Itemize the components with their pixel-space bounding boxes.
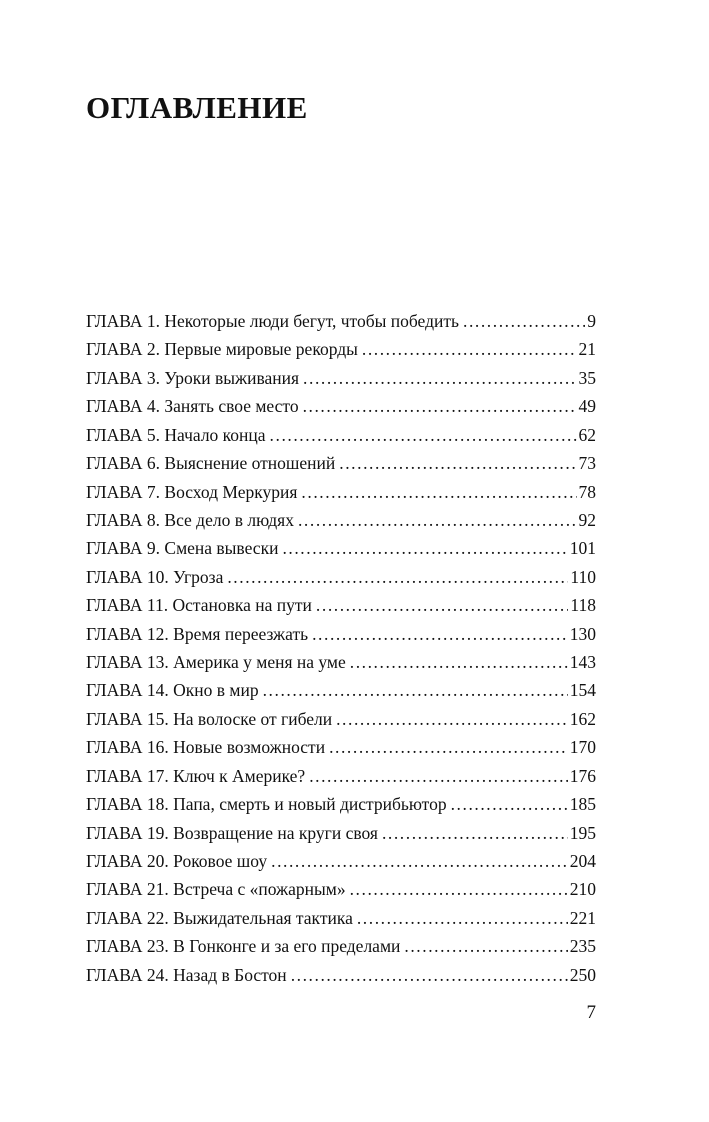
toc-entry-page: 195 [569, 822, 596, 843]
toc-entry [86, 932, 596, 960]
toc-dot-leader [350, 875, 568, 903]
toc-dot-leader [301, 478, 576, 506]
toc-entry-page: 170 [569, 737, 596, 758]
toc-entry-title: ГЛАВА 6. Выяснение отношений [86, 453, 336, 474]
toc-entry [86, 364, 596, 392]
toc-dot-leader [382, 819, 568, 847]
toc-entry-page: 204 [569, 851, 596, 872]
toc-entry-page: 118 [570, 595, 596, 616]
toc-entry [86, 307, 596, 335]
toc-entry-page: 110 [570, 566, 596, 587]
page-number: 7 [586, 1002, 596, 1023]
toc-entry [86, 534, 596, 562]
toc-dot-leader [451, 790, 568, 818]
toc-entry-title: ГЛАВА 15. На волоске от гибели [86, 708, 333, 729]
toc-entry-page: 21 [578, 339, 596, 360]
toc-dot-leader [404, 932, 567, 960]
toc-entry [86, 705, 596, 733]
toc-dot-leader [463, 307, 585, 335]
toc-entry-title: ГЛАВА 19. Возвращение на круги своя [86, 822, 378, 843]
toc-entry-title: ГЛАВА 23. В Гонконге и за его пределами [86, 936, 401, 957]
toc-entry-title: ГЛАВА 13. Америка у меня на уме [86, 652, 346, 673]
toc-entry [86, 506, 596, 534]
toc-entry-page: 92 [578, 509, 596, 530]
toc-entry [86, 904, 596, 932]
toc-entry-page: 73 [578, 453, 596, 474]
toc-entry-page: 250 [569, 964, 596, 985]
table-of-contents [86, 307, 596, 989]
toc-entry-title: ГЛАВА 8. Все дело в людях [86, 509, 294, 530]
toc-entry [86, 478, 596, 506]
toc-entry-title: ГЛАВА 5. Начало конца [86, 424, 266, 445]
toc-dot-leader [270, 421, 577, 449]
toc-entry [86, 762, 596, 790]
toc-entry-title: ГЛАВА 2. Первые мировые рекорды [86, 339, 358, 360]
toc-entry-page: 101 [569, 538, 596, 559]
toc-entry [86, 335, 596, 363]
toc-entry [86, 563, 596, 591]
toc-entry-title: ГЛАВА 1. Некоторые люди бегут, чтобы победить [86, 311, 459, 331]
toc-entry [86, 733, 596, 761]
toc-entry [86, 421, 596, 449]
toc-entry [86, 648, 596, 676]
toc-entry-page: 62 [578, 424, 596, 445]
toc-entry-title: ГЛАВА 24. Назад в Бостон [86, 964, 287, 985]
toc-entry-title: ГЛАВА 12. Время переезжать [86, 623, 309, 644]
toc-dot-leader [339, 449, 576, 477]
toc-entry-title: ГЛАВА 10. Угроза [86, 566, 224, 587]
toc-entry-page: 35 [578, 367, 596, 388]
toc-entry [86, 392, 596, 420]
toc-entry [86, 961, 596, 989]
toc-dot-leader [362, 335, 577, 363]
toc-entry [86, 847, 596, 875]
toc-dot-leader [312, 620, 568, 648]
toc-dot-leader [309, 762, 568, 790]
toc-entry-title: ГЛАВА 9. Смена вывески [86, 538, 279, 559]
toc-dot-leader [316, 591, 568, 619]
toc-entry-page: 210 [569, 879, 596, 900]
toc-entry [86, 875, 596, 903]
toc-entry-page: 9 [587, 311, 596, 331]
toc-entry-title: ГЛАВА 14. Окно в мир [86, 680, 259, 701]
toc-dot-leader [282, 534, 567, 562]
toc-dot-leader [227, 563, 568, 591]
toc-entry-title: ГЛАВА 21. Встреча с «пожарным» [86, 879, 346, 900]
toc-entry [86, 790, 596, 818]
toc-entry-title: ГЛАВА 3. Уроки выживания [86, 367, 300, 388]
toc-entry [86, 449, 596, 477]
toc-entry-page: 78 [578, 481, 596, 502]
toc-dot-leader [350, 648, 568, 676]
toc-entry-title: ГЛАВА 16. Новые возможности [86, 737, 326, 758]
toc-entry-title: ГЛАВА 18. Папа, смерть и новый дистрибьютор [86, 794, 447, 815]
toc-entry [86, 676, 596, 704]
toc-entry [86, 620, 596, 648]
toc-dot-leader [336, 705, 568, 733]
toc-entry [86, 591, 596, 619]
toc-entry-page: 143 [569, 652, 596, 673]
toc-entry-page: 176 [569, 765, 596, 786]
toc-entry-title: ГЛАВА 4. Занять свое место [86, 396, 299, 417]
toc-dot-leader [298, 506, 577, 534]
page-title: ОГЛАВЛЕНИЕ [86, 90, 308, 125]
toc-entry-page: 130 [569, 623, 596, 644]
toc-dot-leader [303, 364, 576, 392]
toc-entry-page: 221 [569, 907, 596, 928]
toc-entry-page: 162 [569, 708, 596, 729]
toc-entry-page: 49 [578, 396, 596, 417]
toc-dot-leader [303, 392, 577, 420]
toc-dot-leader [329, 733, 568, 761]
toc-entry-title: ГЛАВА 22. Выжидательная тактика [86, 907, 353, 928]
toc-entry [86, 819, 596, 847]
toc-entry-page: 235 [569, 936, 596, 957]
toc-entry-title: ГЛАВА 20. Роковое шоу [86, 851, 268, 872]
toc-entry-page: 185 [569, 794, 596, 815]
toc-entry-title: ГЛАВА 17. Ключ к Америке? [86, 765, 306, 786]
toc-dot-leader [271, 847, 568, 875]
toc-dot-leader [263, 676, 568, 704]
toc-entry-page: 154 [569, 680, 596, 701]
toc-entry-title: ГЛАВА 7. Восход Меркурия [86, 481, 298, 502]
toc-dot-leader [357, 904, 568, 932]
toc-entry-title: ГЛАВА 11. Остановка на пути [86, 595, 312, 616]
toc-dot-leader [291, 961, 568, 989]
